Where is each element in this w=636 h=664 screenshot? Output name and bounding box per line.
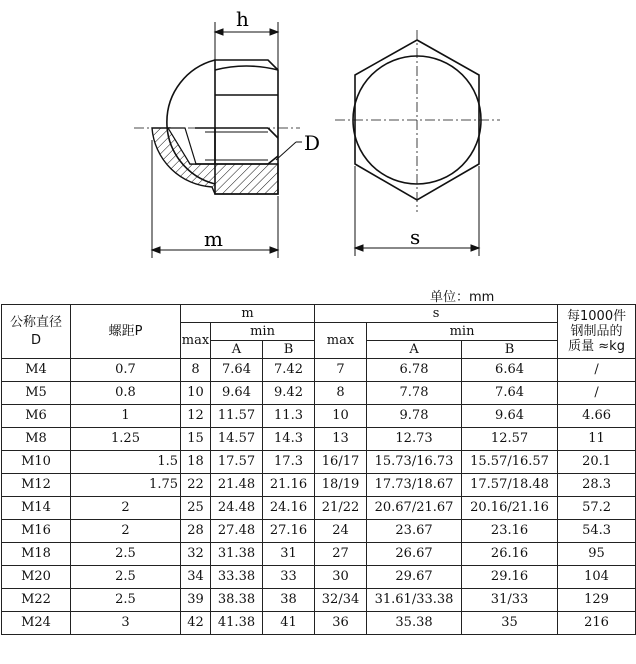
- cell-weight: 4.66: [558, 405, 636, 428]
- cell-s-min-b: 15.57/16.57: [462, 451, 558, 474]
- spec-table: [1, 304, 636, 635]
- table-row: [2, 543, 636, 566]
- col-s-min-a: A: [367, 341, 462, 359]
- cell-m-min-b: 41: [263, 612, 315, 635]
- col-weight: [558, 305, 636, 359]
- cell-m-min-a: 14.57: [211, 428, 263, 451]
- cell-s-max: 21/22: [315, 497, 367, 520]
- cell-m-max: 12: [181, 405, 211, 428]
- cell-m-max: 15: [181, 428, 211, 451]
- cell-diameter: M24: [2, 612, 71, 635]
- col-pitch: 螺距P: [71, 305, 181, 359]
- col-m-min-a: A: [211, 341, 263, 359]
- cell-m-min-a: 17.57: [211, 451, 263, 474]
- header-row-1: [2, 305, 636, 323]
- cell-s-max: 8: [315, 382, 367, 405]
- cell-s-max: 30: [315, 566, 367, 589]
- cell-s-min-b: 17.57/18.48: [462, 474, 558, 497]
- cell-m-max: 25: [181, 497, 211, 520]
- cell-m-min-b: 33: [263, 566, 315, 589]
- cell-s-min-b: 20.16/21.16: [462, 497, 558, 520]
- cell-s-min-a: 31.61/33.38: [367, 589, 462, 612]
- cell-m-max: 10: [181, 382, 211, 405]
- table-row: [2, 520, 636, 543]
- cell-pitch: 2.5: [71, 589, 181, 612]
- unit-label: 单位：mm: [430, 290, 495, 305]
- dim-d-label: D: [304, 131, 321, 155]
- cell-s-min-b: 29.16: [462, 566, 558, 589]
- cell-diameter: M10: [2, 451, 71, 474]
- cell-s-min-a: 20.67/21.67: [367, 497, 462, 520]
- cell-diameter: M4: [2, 359, 71, 382]
- cell-m-min-b: 14.3: [263, 428, 315, 451]
- table-row: [2, 474, 636, 497]
- cell-m-min-a: 11.57: [211, 405, 263, 428]
- cell-pitch: 2: [71, 497, 181, 520]
- col-group-s: s: [315, 305, 558, 323]
- cell-s-min-a: 9.78: [367, 405, 462, 428]
- dim-s-label: s: [410, 225, 421, 249]
- cell-m-min-a: 41.38: [211, 612, 263, 635]
- weight-label-1: 每1000件: [567, 309, 627, 324]
- cell-m-max: 34: [181, 566, 211, 589]
- cell-weight: 20.1: [558, 451, 636, 474]
- cell-s-max: 7: [315, 359, 367, 382]
- cell-pitch: 2.5: [71, 543, 181, 566]
- cell-m-min-a: 33.38: [211, 566, 263, 589]
- table-row: [2, 566, 636, 589]
- cell-s-max: 27: [315, 543, 367, 566]
- cell-pitch: 0.7: [71, 359, 181, 382]
- nominal-diameter-label: 公称直径: [9, 314, 62, 330]
- cell-s-min-b: 35: [462, 612, 558, 635]
- cell-m-max: 18: [181, 451, 211, 474]
- cell-s-min-a: 6.78: [367, 359, 462, 382]
- cell-weight: 216: [558, 612, 636, 635]
- cell-m-min-b: 17.3: [263, 451, 315, 474]
- cell-diameter: M20: [2, 566, 71, 589]
- cell-s-min-a: 7.78: [367, 382, 462, 405]
- cell-pitch: 1.5: [71, 451, 181, 474]
- cell-diameter: M8: [2, 428, 71, 451]
- dim-d: [276, 142, 302, 160]
- cell-m-min-b: 21.16: [263, 474, 315, 497]
- cell-diameter: M6: [2, 405, 71, 428]
- table-body: [2, 359, 636, 635]
- cell-s-min-b: 31/33: [462, 589, 558, 612]
- cell-weight: 95: [558, 543, 636, 566]
- col-s-min-b: B: [462, 341, 558, 359]
- cell-m-min-a: 38.38: [211, 589, 263, 612]
- cell-weight: 129: [558, 589, 636, 612]
- cell-m-max: 42: [181, 612, 211, 635]
- cell-s-max: 13: [315, 428, 367, 451]
- cell-pitch: 2: [71, 520, 181, 543]
- cell-pitch: 2.5: [71, 566, 181, 589]
- table-row: [2, 405, 636, 428]
- cell-s-min-b: 9.64: [462, 405, 558, 428]
- col-m-max: max: [181, 323, 211, 359]
- weight-label-3: 质量 ≈kg: [568, 339, 625, 354]
- table-row: [2, 359, 636, 382]
- cap-nut-drawing: [0, 0, 636, 290]
- col-nominal-diameter: [2, 305, 71, 359]
- cell-pitch: 0.8: [71, 382, 181, 405]
- cell-m-min-b: 24.16: [263, 497, 315, 520]
- table-row: [2, 382, 636, 405]
- cell-m-max: 39: [181, 589, 211, 612]
- cell-pitch: 1.25: [71, 428, 181, 451]
- col-m-min: min: [211, 323, 315, 341]
- cell-weight: /: [558, 359, 636, 382]
- cell-m-min-a: 24.48: [211, 497, 263, 520]
- cell-diameter: M22: [2, 589, 71, 612]
- cell-weight: 11: [558, 428, 636, 451]
- col-m-min-b: B: [263, 341, 315, 359]
- cell-m-min-a: 27.48: [211, 520, 263, 543]
- cell-weight: 104: [558, 566, 636, 589]
- cell-weight: /: [558, 382, 636, 405]
- cell-m-min-b: 7.42: [263, 359, 315, 382]
- cell-s-min-a: 26.67: [367, 543, 462, 566]
- cell-s-max: 24: [315, 520, 367, 543]
- cell-s-min-b: 6.64: [462, 359, 558, 382]
- cell-s-min-a: 35.38: [367, 612, 462, 635]
- cell-s-max: 36: [315, 612, 367, 635]
- cell-m-min-b: 11.3: [263, 405, 315, 428]
- cell-diameter: M12: [2, 474, 71, 497]
- cell-m-max: 32: [181, 543, 211, 566]
- cell-m-max: 28: [181, 520, 211, 543]
- cell-s-min-a: 15.73/16.73: [367, 451, 462, 474]
- dim-h-label: h: [236, 7, 249, 31]
- cell-m-min-a: 9.64: [211, 382, 263, 405]
- cell-pitch: 1.75: [71, 474, 181, 497]
- cell-pitch: 1: [71, 405, 181, 428]
- cell-s-min-b: 12.57: [462, 428, 558, 451]
- cell-m-min-a: 7.64: [211, 359, 263, 382]
- cell-s-max: 32/34: [315, 589, 367, 612]
- cell-s-max: 16/17: [315, 451, 367, 474]
- cell-diameter: M18: [2, 543, 71, 566]
- dim-m-label: m: [204, 227, 223, 251]
- weight-label-2: 钢制品的: [570, 324, 623, 339]
- table-row: [2, 612, 636, 635]
- table-row: [2, 428, 636, 451]
- col-group-m: m: [181, 305, 315, 323]
- cell-s-min-a: 29.67: [367, 566, 462, 589]
- cell-m-min-b: 27.16: [263, 520, 315, 543]
- cell-diameter: M16: [2, 520, 71, 543]
- cell-weight: 54.3: [558, 520, 636, 543]
- cell-weight: 28.3: [558, 474, 636, 497]
- cell-m-min-a: 21.48: [211, 474, 263, 497]
- cell-s-min-b: 7.64: [462, 382, 558, 405]
- table-row: [2, 451, 636, 474]
- cell-m-min-b: 9.42: [263, 382, 315, 405]
- cell-diameter: M5: [2, 382, 71, 405]
- cell-m-max: 8: [181, 359, 211, 382]
- col-s-min: min: [367, 323, 558, 341]
- cell-s-max: 10: [315, 405, 367, 428]
- col-s-max: max: [315, 323, 367, 359]
- cell-diameter: M14: [2, 497, 71, 520]
- cell-s-min-a: 12.73: [367, 428, 462, 451]
- cell-s-max: 18/19: [315, 474, 367, 497]
- cell-pitch: 3: [71, 612, 181, 635]
- cell-weight: 57.2: [558, 497, 636, 520]
- cell-m-min-b: 38: [263, 589, 315, 612]
- table-row: [2, 589, 636, 612]
- cell-m-min-a: 31.38: [211, 543, 263, 566]
- cell-m-max: 22: [181, 474, 211, 497]
- cell-m-min-b: 31: [263, 543, 315, 566]
- cell-s-min-a: 23.67: [367, 520, 462, 543]
- cell-s-min-b: 23.16: [462, 520, 558, 543]
- table-row: [2, 497, 636, 520]
- cell-s-min-b: 26.16: [462, 543, 558, 566]
- nominal-diameter-symbol: D: [30, 332, 41, 348]
- cell-s-min-a: 17.73/18.67: [367, 474, 462, 497]
